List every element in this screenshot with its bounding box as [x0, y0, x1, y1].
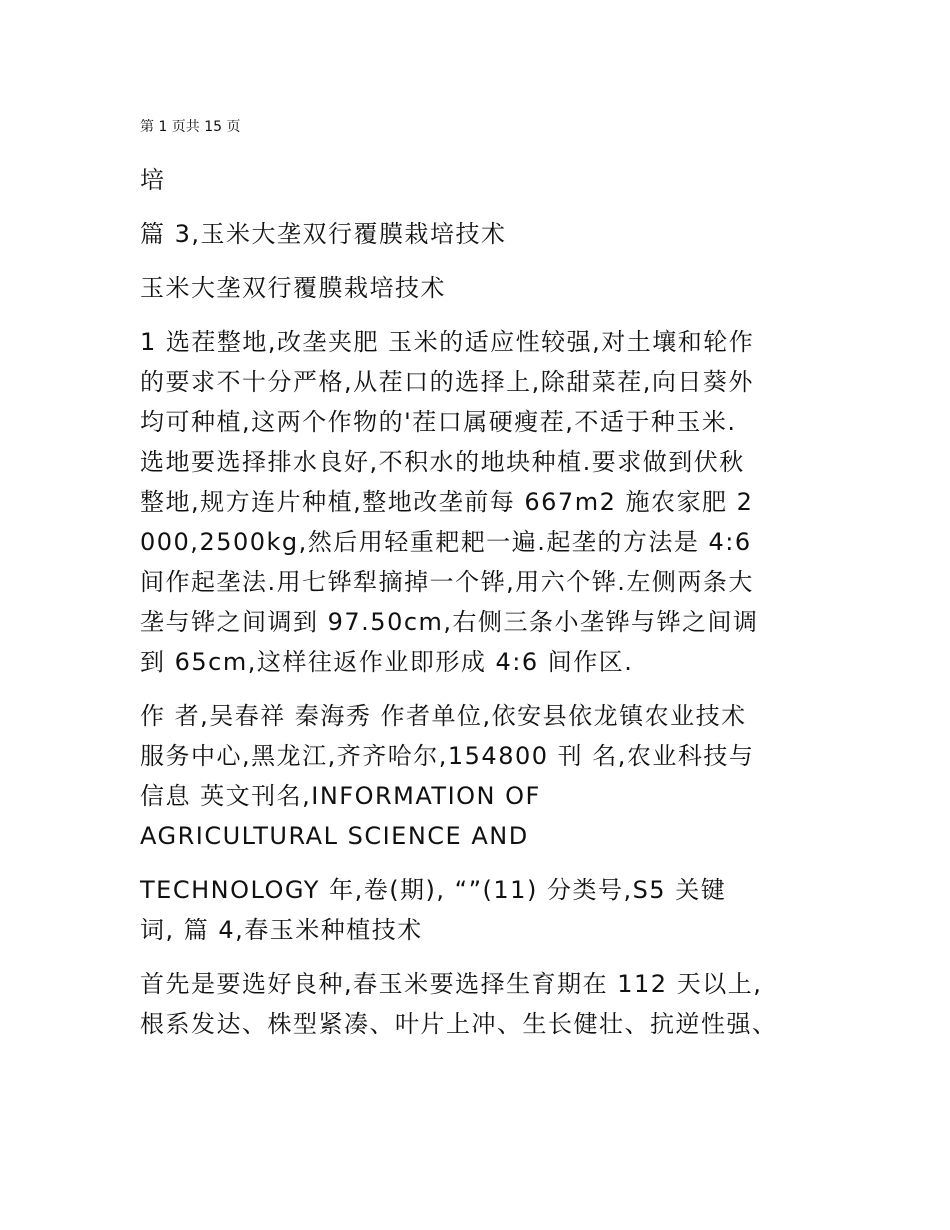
text-line: 垄与铧之间调到 97.50cm,右侧三条小垄铧与铧之间调 — [140, 608, 759, 636]
text-line: TECHNOLOGY 年,卷(期), “”(11) 分类号,S5 关键 — [140, 876, 727, 904]
body-paragraph — [140, 964, 830, 1044]
text-line: 培 — [140, 166, 166, 194]
text-line: 均可种植,这两个作物的'茬口属硬瘦茬,不适于种玉米. — [140, 408, 737, 436]
article-title — [140, 268, 830, 308]
text-line: 整地,规方连片种植,整地改垄前每 667m2 施农家肥 2 — [140, 488, 754, 516]
text-line: 首先是要选好良种,春玉米要选择生育期在 112 天以上, — [140, 970, 763, 998]
text-line: AGRICULTURAL SCIENCE AND — [140, 822, 529, 850]
text-line: 玉米大垄双行覆膜栽培技术 — [140, 274, 446, 302]
text-line: 信息 英文刊名,INFORMATION OF — [140, 782, 541, 810]
text-line: 作 者,吴春祥 秦海秀 作者单位,依安县依龙镇农业技术 — [140, 702, 747, 730]
text-line: 服务中心,黑龙江,齐齐哈尔,154800 刊 名,农业科技与 — [140, 742, 755, 770]
section-heading — [140, 214, 830, 254]
text-line: 篇 3,玉米大垄双行覆膜栽培技术 — [140, 220, 507, 248]
paragraph-fragment — [140, 160, 830, 200]
text-line: 到 65cm,这样往返作业即形成 4:6 间作区. — [140, 648, 634, 676]
text-line: 000,2500kg,然后用轻重耙耙一遍.起垄的方法是 4:6 — [140, 528, 752, 556]
page-indicator: 第 1 页共 15 页 — [140, 119, 241, 135]
text-line: 选地要选择排水良好,不积水的地块种植.要求做到伏秋 — [140, 448, 745, 476]
body-paragraph — [140, 322, 830, 682]
text-line: 根系发达、株型紧凑、叶片上冲、生长健壮、抗逆性强、 — [140, 1010, 778, 1038]
text-line: 1 选茬整地,改垄夹肥 玉米的适应性较强,对土壤和轮作 — [140, 328, 755, 356]
text-line: 的要求不十分严格,从茬口的选择上,除甜菜茬,向日葵外 — [140, 368, 754, 396]
text-line: 间作起垄法.用七铧犁摘掉一个铧,用六个铧.左侧两条大 — [140, 568, 754, 596]
text-line: 词, 篇 4,春玉米种植技术 — [140, 916, 423, 944]
metadata-continuation — [140, 870, 830, 950]
document-body — [140, 160, 830, 1058]
metadata-paragraph — [140, 696, 830, 856]
